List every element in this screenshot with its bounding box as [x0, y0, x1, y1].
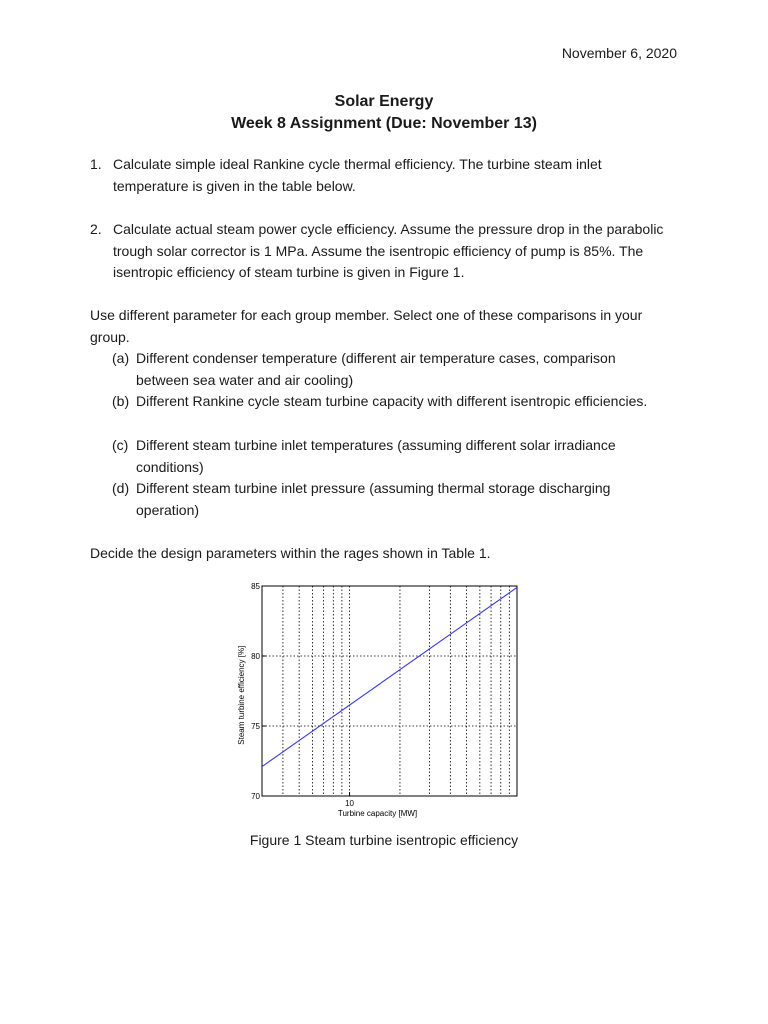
- y-tick-label: 70: [251, 792, 260, 801]
- question-text: Calculate actual steam power cycle efficiency. Assume the pressure drop in the parabolic trough solar corrector is 1 MPa. Assume the isentropic efficiency of pump is 85%. The isentropic efficiency of steam turbine is given in Figure 1.: [113, 221, 664, 280]
- question-2: [90, 219, 680, 284]
- option-text: Different steam turbine inlet pressure (assuming thermal storage discharging operation): [136, 480, 611, 518]
- option-text: Different Rankine cycle steam turbine capacity with different isentropic efficiencies.: [136, 393, 648, 409]
- efficiency-line: [262, 587, 517, 766]
- option-text: Different steam turbine inlet temperatures (assuming different solar irradiance conditions): [136, 437, 616, 475]
- option-b: [112, 391, 672, 413]
- option-text: Different condenser temperature (different air temperature cases, comparison between sea water and air cooling): [136, 350, 616, 388]
- option-label: (d): [112, 480, 130, 496]
- figure-caption: Figure 1 Steam turbine isentropic efficiency: [249, 832, 519, 848]
- group-intro: Use different parameter for each group member. Select one of these comparisons in your group.: [90, 307, 643, 345]
- x-tick-label: 10: [345, 799, 355, 808]
- y-axis-label: Steam turbine efficiency [%]: [237, 645, 246, 745]
- y-tick-label: 85: [251, 582, 260, 591]
- option-a: [112, 348, 672, 391]
- efficiency-chart: [230, 575, 530, 825]
- x-axis-label: Turbine capacity [MW]: [337, 809, 418, 818]
- assignment-subtitle: Week 8 Assignment (Due: November 13): [231, 115, 537, 132]
- option-label: (b): [112, 393, 130, 409]
- option-label: (a): [112, 350, 130, 366]
- document-title: Solar Energy: [334, 93, 434, 110]
- y-tick-label: 80: [251, 652, 260, 661]
- question-text: Calculate simple ideal Rankine cycle thermal efficiency. The turbine steam inlet temperature is given in the table below.: [113, 156, 602, 194]
- question-number: 2.: [90, 221, 102, 237]
- option-label: (c): [112, 437, 129, 453]
- design-note: Decide the design parameters within the rages shown in Table 1.: [90, 545, 491, 561]
- question-1: [90, 154, 680, 197]
- option-d: [112, 478, 672, 521]
- date: November 6, 2020: [561, 45, 677, 61]
- option-c: [112, 435, 672, 478]
- question-number: 1.: [90, 156, 102, 172]
- plot-frame: [262, 586, 517, 796]
- y-tick-label: 75: [251, 722, 260, 731]
